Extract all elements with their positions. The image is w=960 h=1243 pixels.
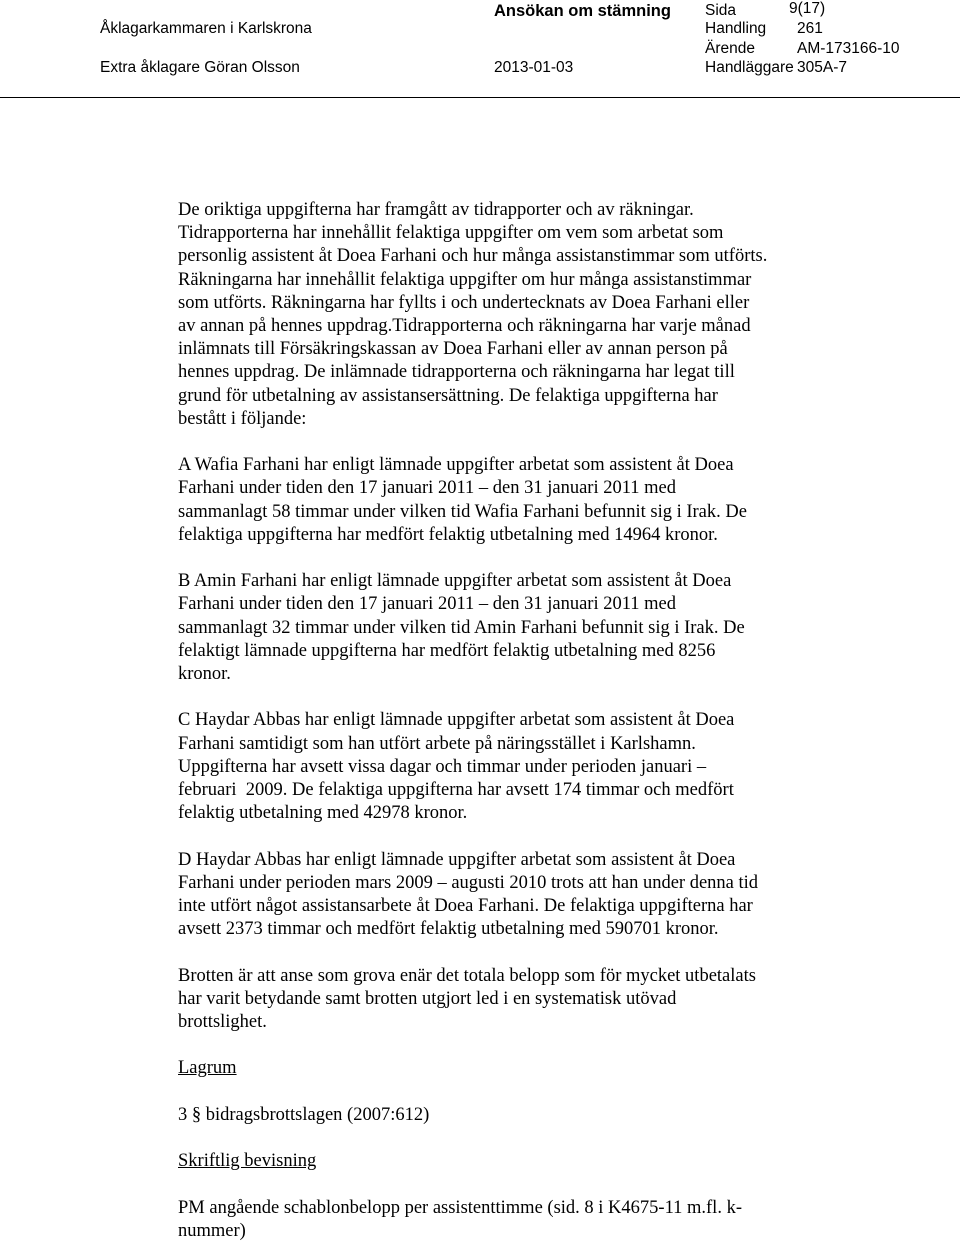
- intro-line: som utförts. Räkningarna har fyllts i och undertecknats av Doea Farhani eller: [178, 292, 750, 313]
- item-c-line: felaktig utbetalning med 42978 kronor.: [178, 803, 468, 824]
- conclusion-line: har varit betydande samt brotten utgjort led i en systematisk utövad: [178, 988, 677, 1009]
- item-a-line: Farhani under tiden den 17 januari 2011 – den 31 januari 2011 med: [178, 478, 677, 499]
- item-a-paragraph: [178, 454, 838, 547]
- header-prosecutor: Extra åklagare Göran Olsson: [100, 59, 300, 76]
- item-b-line: kronor.: [178, 664, 231, 685]
- item-c-paragraph: [178, 709, 838, 825]
- conclusion-paragraph: [178, 965, 838, 1035]
- intro-line: De oriktiga uppgifterna har framgått av tidrapporter och av räkningar.: [178, 200, 694, 220]
- item-c-line: Uppgifterna har avsett vissa dagar och timmar under perioden januari –: [178, 756, 707, 777]
- item-b-line: felaktigt lämnade uppgifterna har medfört felaktig utbetalning med 8256: [178, 640, 716, 661]
- handling-value: 261: [797, 20, 823, 37]
- item-d-line: D Haydar Abbas har enligt lämnade uppgifter arbetat som assistent åt Doea: [178, 849, 736, 870]
- document-title: Ansökan om stämning: [494, 2, 671, 20]
- intro-paragraph: [178, 199, 838, 431]
- intro-line: av annan på hennes uppdrag.Tidrapporterna och räkningarna har varje månad: [178, 316, 751, 337]
- lagrum-text: 3 § bidragsbrottslagen (2007:612): [178, 1104, 430, 1125]
- conclusion-line: Brotten är att anse som grova enär det totala belopp som för mycket utbetalats: [178, 965, 756, 986]
- bevisning-heading: Skriftlig bevisning: [178, 1151, 317, 1172]
- intro-line: personlig assistent åt Doea Farhani och hur många assistanstimmar som utförts.: [178, 246, 768, 267]
- intro-line: inlämnats till Försäkringskassan av Doea Farhani eller av annan person på: [178, 339, 728, 360]
- item-c-line: februari 2009. De felaktiga uppgifterna har avsett 174 timmar och medfört: [178, 780, 734, 801]
- item-c-line: Farhani samtidigt som han utfört arbete på näringsstället i Karlshamn.: [178, 733, 696, 754]
- handlaggare-label: Handläggare: [705, 59, 794, 76]
- item-a-line: A Wafia Farhani har enligt lämnade uppgifter arbetat som assistent åt Doea: [178, 455, 734, 476]
- item-b-paragraph: [178, 570, 838, 686]
- bevisning-paragraph: [178, 1197, 838, 1243]
- item-b-line: sammanlagt 32 timmar under vilken tid Amin Farhani befunnit sig i Irak. De: [178, 617, 745, 638]
- item-d-line: avsett 2373 timmar och medfört felaktig utbetalning med 590701 kronor.: [178, 919, 719, 940]
- document-date: 2013-01-03: [494, 59, 574, 76]
- handlaggare-value: 305A-7: [797, 59, 847, 76]
- intro-line: Tidrapporterna har innehållit felaktiga uppgifter om vem som arbetat som: [178, 223, 724, 244]
- item-a-line: felaktiga uppgifterna har medfört felaktig utbetalning med 14964 kronor.: [178, 524, 718, 545]
- bevisning-line: nummer): [178, 1220, 246, 1241]
- lagrum-heading: Lagrum: [178, 1058, 237, 1079]
- item-a-line: sammanlagt 58 timmar under vilken tid Wafia Farhani befunnit sig i Irak. De: [178, 501, 747, 522]
- item-b-line: Farhani under tiden den 17 januari 2011 – den 31 januari 2011 med: [178, 594, 677, 615]
- intro-line: bestått i följande:: [178, 408, 307, 429]
- document-body: [178, 199, 838, 1243]
- item-d-paragraph: [178, 849, 838, 942]
- arende-label: Ärende: [705, 40, 755, 57]
- item-d-line: Farhani under perioden mars 2009 – augusti 2010 trots att han under denna tid: [178, 872, 759, 893]
- header-organization: Åklagarkammaren i Karlskrona: [100, 20, 312, 37]
- item-c-line: C Haydar Abbas har enligt lämnade uppgifter arbetat som assistent åt Doea: [178, 710, 735, 731]
- page-label: Sida: [705, 2, 737, 19]
- header-rule: [0, 97, 960, 98]
- handling-label: Handling: [705, 20, 767, 37]
- item-d-line: inte utfört något assistansarbete åt Doea Farhani. De felaktiga uppgifterna har: [178, 896, 753, 917]
- intro-line: hennes uppdrag. De inlämnade tidrapporterna och räkningarna har legat till: [178, 362, 735, 383]
- item-b-line: B Amin Farhani har enligt lämnade uppgifter arbetat som assistent åt Doea: [178, 571, 732, 592]
- arende-value: AM-173166-10: [797, 40, 900, 57]
- intro-line: grund för utbetalning av assistansersättning. De felaktiga uppgifterna har: [178, 385, 718, 406]
- page-value: 9(17): [789, 0, 826, 17]
- bevisning-line: PM angående schablonbelopp per assistenttimme (sid. 8 i K4675-11 m.fl. k-: [178, 1197, 742, 1218]
- intro-line: Räkningarna har innehållit felaktiga uppgifter om hur många assistanstimmar: [178, 269, 752, 290]
- conclusion-line: brottslighet.: [178, 1012, 267, 1033]
